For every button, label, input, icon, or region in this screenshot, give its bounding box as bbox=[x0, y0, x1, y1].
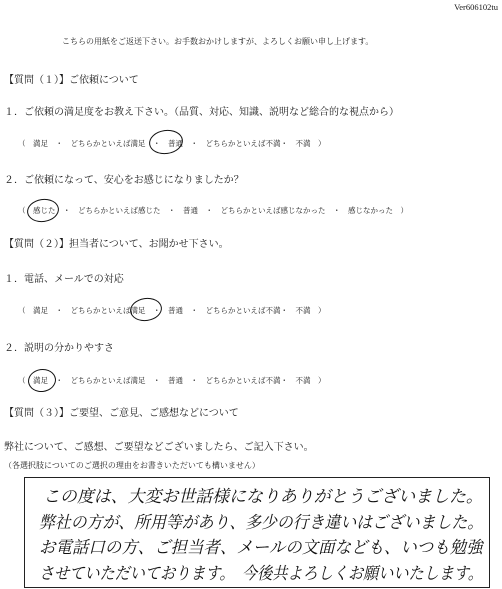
selection-circle bbox=[147, 128, 184, 156]
handwritten-line: お電話口の方、ご担当者、メールの文面なども、いつも勉強 bbox=[39, 538, 483, 558]
section2-q2-options: （ 満足 ・ どちらかといえば満足 ・ 普通 ・ どちらかといえば不満・ 不満 ） bbox=[18, 376, 326, 385]
section2-q2-text: ２．説明の分かりやすさ bbox=[4, 343, 114, 354]
selection-circle bbox=[27, 367, 58, 394]
section1-title: 【質問（１）】ご依頼について bbox=[4, 75, 139, 86]
section2-title: 【質問（２）】担当者について、お聞かせ下さい。 bbox=[4, 239, 229, 250]
handwritten-line: 弊社の方が、所用等があり、多少の行き違いはございました。 bbox=[39, 513, 484, 533]
intro-text: こちらの用紙をご返送下さい。お手数おかけしますが、よろしくお願い申し上げます。 bbox=[62, 37, 374, 46]
section2-q1-text: １．電話、メールでの対応 bbox=[4, 274, 124, 285]
section1-q2-text: ２．ご依頼になって、安心をお感じになりましたか？ bbox=[4, 175, 244, 186]
form-version: Ver606102tu bbox=[454, 2, 498, 12]
handwritten-line: この度は、大変お世話様になりありがとうございました。 bbox=[43, 487, 483, 507]
section1-q1-options: （ 満足 ・ どちらかといえば満足 ・ 普通 ・ どちらかといえば不満・ 不満 ） bbox=[18, 139, 326, 148]
selection-circle bbox=[26, 197, 61, 224]
comments-note: （各選択肢についてのご選択の理由をお書きいただいても構いません） bbox=[4, 461, 260, 470]
section1-q1-text: １．ご依頼の満足度をお教え下さい。（品質、対応、知識、説明など総合的な視点から） bbox=[4, 107, 399, 118]
section3-title: 【質問（３）】ご要望、ご意見、ご感想などについて bbox=[4, 408, 239, 419]
selection-circle bbox=[129, 296, 164, 323]
comments-heading: 弊社について、ご感想、ご要望などございましたら、ご記入下さい。 bbox=[4, 442, 314, 453]
section2-q1-options: （ 満足 ・ どちらかといえば満足 ・ 普通 ・ どちらかといえば不満・ 不満 ） bbox=[18, 306, 326, 315]
handwritten-line: させていただいております。 今後共よろしくお願いいたします。 bbox=[39, 564, 483, 584]
comments-box[interactable] bbox=[24, 477, 490, 588]
section1-q2-options: （ 感じた ・ どちらかといえば感じた ・ 普通 ・ どちらかといえば感じなかった ・ 感じなかった ） bbox=[18, 206, 408, 215]
